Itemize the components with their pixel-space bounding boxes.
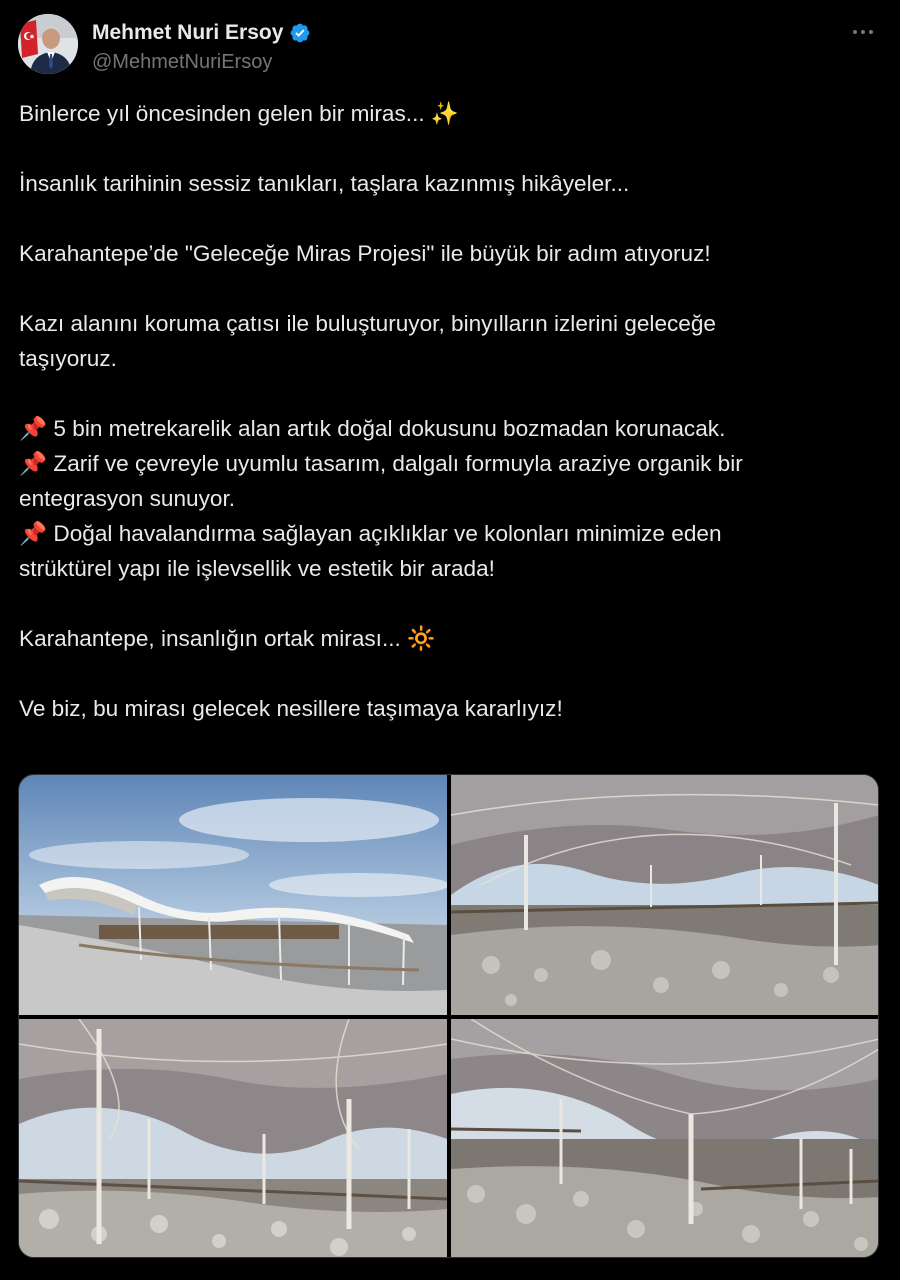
tweet-line-blank	[19, 271, 885, 306]
tweet-line: 📌 5 bin metrekarelik alan artık doğal dokusunu bozmadan korunacak.	[19, 416, 726, 441]
verified-badge-icon	[289, 22, 311, 44]
tweet-line-blank	[19, 131, 885, 166]
tweet-line: Binlerce yıl öncesinden gelen bir miras... ✨	[19, 101, 460, 126]
tweet-line: Ve biz, bu mirası gelecek nesillere taşımaya kararlıyız!	[19, 696, 563, 721]
media-image-interior-1[interactable]	[451, 775, 879, 1015]
media-image-interior-2[interactable]	[19, 1019, 447, 1258]
tweet-text	[19, 96, 885, 726]
media-grid	[18, 774, 879, 1258]
tweet-line-blank	[19, 201, 885, 236]
tweet-line: Karahantepe’de "Geleceğe Miras Projesi" ile büyük bir adım atıyoruz!	[19, 241, 711, 266]
display-name[interactable]: Mehmet Nuri Ersoy	[92, 21, 284, 44]
tweet-line-blank	[19, 656, 885, 691]
more-options-icon[interactable]	[848, 20, 878, 44]
tweet-line: strüktürel yapı ile işlevsellik ve estetik bir arada!	[19, 556, 495, 581]
avatar[interactable]	[18, 14, 78, 74]
avatar-photo	[18, 14, 78, 74]
media-image-exterior[interactable]	[19, 775, 447, 1015]
tweet-line-blank	[19, 376, 885, 411]
tweet-line: Karahantepe, insanlığın ortak mirası... 🔆	[19, 626, 436, 651]
tweet-line-blank	[19, 586, 885, 621]
tweet-line: İnsanlık tarihinin sessiz tanıkları, taşlara kazınmış hikâyeler...	[19, 171, 630, 196]
tweet-line: taşıyoruz.	[19, 346, 117, 371]
tweet-line: 📌 Zarif ve çevreyle uyumlu tasarım, dalgalı formuyla araziye organik bir	[19, 451, 743, 476]
tweet-line: 📌 Doğal havalandırma sağlayan açıklıklar ve kolonları minimize eden	[19, 521, 722, 546]
tweet-line: Kazı alanını koruma çatısı ile buluşturuyor, binyılların izlerini geleceğe	[19, 311, 716, 336]
media-image-interior-3[interactable]	[451, 1019, 879, 1258]
handle[interactable]: @MehmetNuriErsoy	[92, 51, 273, 73]
tweet-line: entegrasyon sunuyor.	[19, 486, 236, 511]
tweet-header	[18, 14, 882, 78]
